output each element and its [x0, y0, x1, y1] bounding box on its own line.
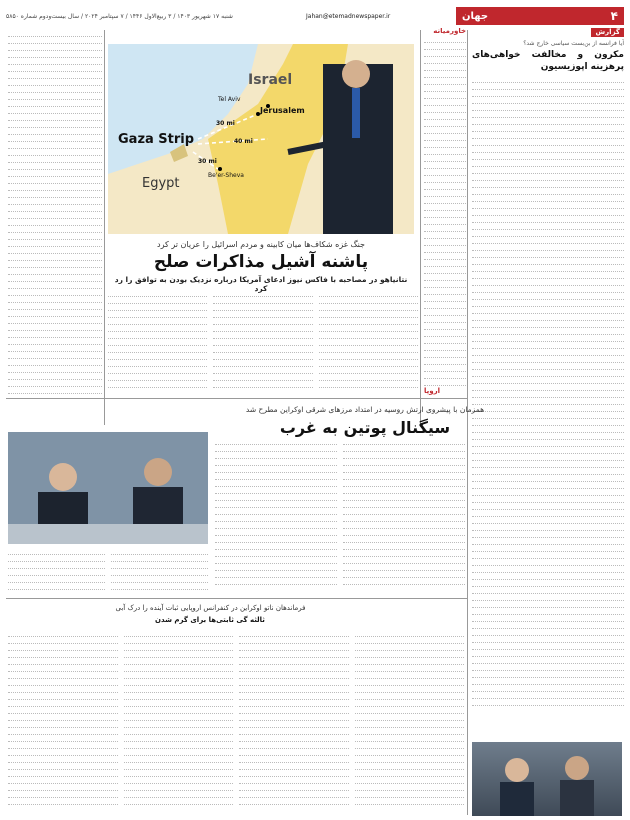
page-number: ۴ — [610, 9, 618, 23]
masthead — [6, 6, 624, 26]
photo-figures — [472, 742, 622, 816]
gaza-map-photo — [108, 44, 414, 234]
mideast-column — [424, 28, 466, 400]
bottom-kicker: فرماندهان ناتو اوکراین در کنفرانس اروپایی ثبات آینده را درک آبی — [115, 604, 306, 612]
bottom-headline: ثالثه گی ثابتی‌ها برای گرم شدن — [155, 616, 265, 624]
left-column-top — [8, 30, 102, 395]
email[interactable]: Jahan@etemadnewspaper.ir — [306, 12, 391, 20]
section-bar — [456, 7, 624, 25]
label-beer-sheva: Be'er-Sheva — [208, 172, 244, 179]
bottom-body — [8, 630, 464, 815]
label-distance-30a: 30 mi — [216, 120, 235, 127]
label-gaza: Gaza Strip — [118, 132, 195, 147]
report-title: مکرون و مخالفت خواهی‌های پرهزینه اپوزیسیون — [472, 50, 624, 72]
putin-body-lower — [8, 548, 208, 594]
label-distance-30b: 30 mi — [198, 158, 217, 165]
main-subtitle: نتانیاهو در مصاحبه با فاکس نیوز ادعای آمریکا درباره نزدیک بودن به توافق را رد کرد — [114, 275, 408, 293]
putin-kicker: همزمان با پیشروی ارتش روسیه در امتداد مرزهای شرقی اوکراین مطرح شد — [245, 405, 485, 414]
column-rule — [420, 30, 421, 425]
main-kicker: جنگ غزه شکاف‌ها میان کابینه و مردم اسرائیل را عریان تر کرد — [157, 240, 365, 249]
label-jerusalem: Jerusalem — [260, 106, 305, 115]
europe-tag: اروپا — [424, 387, 441, 395]
photo-figures — [8, 432, 208, 544]
macron-photo — [472, 742, 622, 816]
main-body — [108, 290, 418, 394]
report-tag: گزارش — [591, 28, 624, 37]
section-title: جهان — [462, 10, 489, 22]
column-rule — [104, 30, 105, 425]
label-distance-40: 40 mi — [234, 138, 253, 145]
report-kicker: آیا فرانسه از بن‌بست سیاسی خارج شد؟ — [523, 40, 624, 47]
putin-headline: سیگنال پوتین به غرب — [279, 418, 451, 437]
section-rule — [6, 598, 467, 599]
date-line: شنبه ۱۷ شهریور ۱۴۰۳ / ۳ ربیع‌الاول ۱۴۴۶ / ۷ سپتامبر ۲۰۲۴ / سال بیست‌ودوم شماره ۵۸۵۰ — [6, 12, 233, 20]
section-rule — [6, 398, 467, 399]
label-israel: Israel — [248, 72, 293, 88]
mideast-tag: خاورمیانه — [433, 28, 466, 35]
putin-body — [215, 438, 465, 593]
label-egypt: Egypt — [142, 176, 180, 191]
right-column — [472, 28, 624, 738]
report-body — [472, 76, 624, 706]
main-headline: پاشنه آشیل مذاکرات صلح — [153, 252, 369, 272]
putin-photo — [8, 432, 208, 544]
label-tel-aviv: Tel Aviv — [218, 96, 241, 103]
